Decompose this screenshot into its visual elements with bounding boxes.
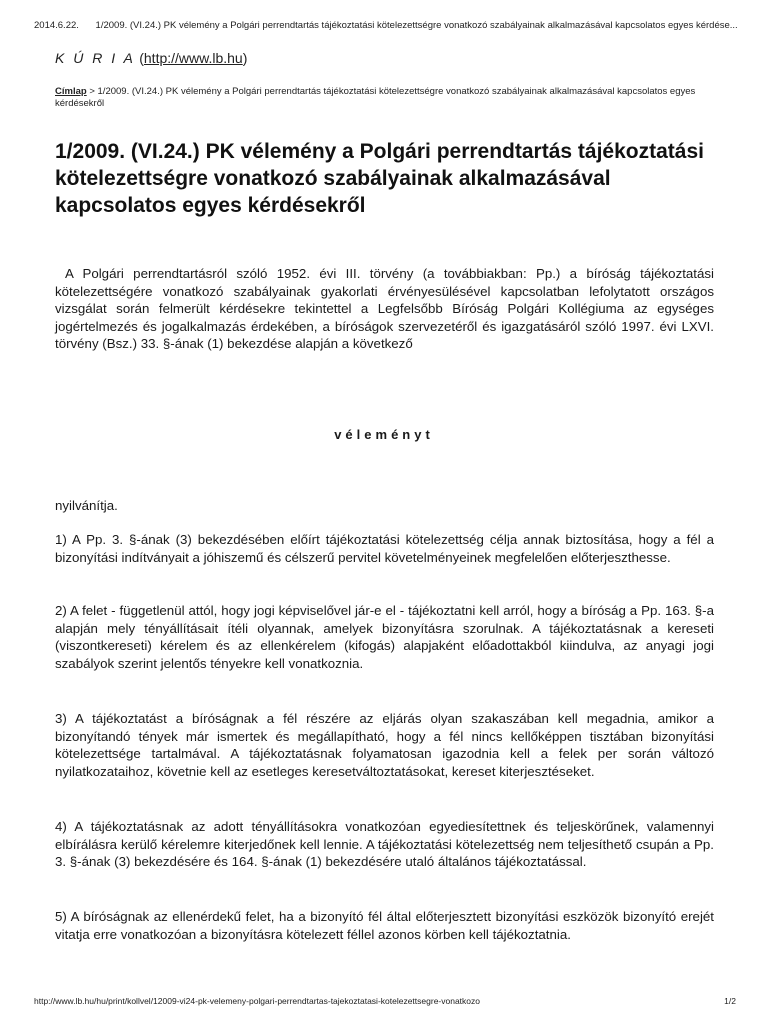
- breadcrumb-current: 1/2009. (VI.24.) PK vélemény a Polgári perrendtartás tájékoztatási kötelezettségre vonatkozó szabályainak alkalmazásával kapcsolatos egyes kérdésekről: [55, 86, 696, 109]
- print-page-number: 1/2: [724, 996, 736, 1006]
- breadcrumb-separator: >: [86, 86, 98, 97]
- point-3-paragraph: 3) A tájékoztatást a bíróságnak a fél részére az eljárás olyan szakaszában kell megadnia, amikor a bizonyítandó tények már ismertek és megállapítható, hogy a fél nincs kellőképpen tisztában bizonyítási kötelezettsége tartalmával. A tájékoztatásnak folyamatosan igazodnia kell a felek per során változó nyilatkozataihoz, követnie kell az esetleges keresetváltoztatásokat, kereset kiterjesztéseket.: [55, 711, 714, 779]
- point-1-paragraph: 1) A Pp. 3. §-ának (3) bekezdésében előírt tájékoztatási kötelezettség célja annak biztosítása, hogy a fél a bizonyítási indítványait a jóhiszemű és célszerű pervitel követelményeinek megfelelően előterjeszthesse.: [55, 532, 714, 565]
- point-4-paragraph: 4) A tájékoztatásnak az adott tényállításokra vonatkozóan egyediesítettnek és teljeskörűnek, valamennyi elbírálásra kerülő kérelemre kiterjedőnek kell lennie. A tájékoztatási kötelezettség nem teljesíthető csupán a Pp. 3. §-ának (3) bekezdésére és 164. §-ának (1) bekezdésére utaló általános tájékoztatással.: [55, 819, 714, 869]
- print-page-title: 1/2009. (VI.24.) PK vélemény a Polgári perrendtartás tájékoztatási kötelezettségre vonatkozó szabályainak alkalmazásával kapcsolatos egyes kérdése...: [95, 20, 738, 31]
- site-link[interactable]: http://www.lb.hu: [143, 50, 243, 66]
- site-close-paren: ): [242, 50, 248, 66]
- print-footer: [34, 996, 736, 1006]
- print-header: [34, 20, 748, 31]
- declares-paragraph: nyilvánítja.: [55, 498, 118, 513]
- site-header: [55, 50, 247, 66]
- print-url: http://www.lb.hu/hu/print/kollvel/12009-vi24-pk-velemeny-polgari-perrendtartas-tajekoztatasi-kotelezettsegre-vonatkozo: [34, 996, 481, 1006]
- breadcrumb-home-link[interactable]: Címlap: [55, 86, 87, 97]
- print-date: 2014.6.22.: [34, 20, 79, 31]
- intro-text: A Polgári perrendtartásról szóló 1952. évi III. törvény (a továbbiakban: Pp.) a bíróság tájékoztatási kötelezettségére vonatkozó szabályainak gyakorlati érvényesülésével kapcsolatban lefolytatott országos vizsgálat során felmerült kérdésekre tekintettel a Legfelsőbb Bíróság Polgári Kollégiuma az egységes jogértelmezés és jogalkalmazás érdekében, a bíróságok szervezetéről és igazgatásáról szóló 1997. évi LXVI. törvény (Bsz.) 33. §-ának (1) bekezdése alapján a következő: [55, 266, 714, 351]
- point-5-paragraph: 5) A bíróságnak az ellenérdekű felet, ha a bizonyító fél által előterjesztett bizonyítási eszközök bizonyító erejét vitatja erre vonatkozóan a bizonyításra kötelezett féllel azonos körben kell tájékoztatnia.: [55, 909, 714, 942]
- point-2-paragraph: 2) A felet - függetlenül attól, hogy jogi képviselővel jár-e el - tájékoztatni kell arról, hogy a bíróság a Pp. 163. §-a alapján mely tényállításait ítéli olyannak, amelyek bizonyításra szorulnak. A tájékoztatásnak a kereseti (viszontkereseti) kérelem és az ellenkérelem (kifogás) alapjaként előadottakból kiindulva, az anyagi jogi szabályok szerint jelentős tényekre kell vonatkoznia.: [55, 603, 714, 671]
- page-title: 1/2009. (VI.24.) PK vélemény a Polgári perrendtartás tájékoztatási kötelezettségre vonatkozó szabályainak alkalmazásával kapcsolatos egyes kérdésekről: [55, 140, 704, 217]
- breadcrumb: [55, 86, 715, 110]
- intro-paragraph: [55, 265, 714, 353]
- site-open-paren: (: [135, 50, 144, 66]
- site-name: K Ú R I A: [55, 50, 136, 66]
- verdict-heading: véleményt: [334, 427, 434, 442]
